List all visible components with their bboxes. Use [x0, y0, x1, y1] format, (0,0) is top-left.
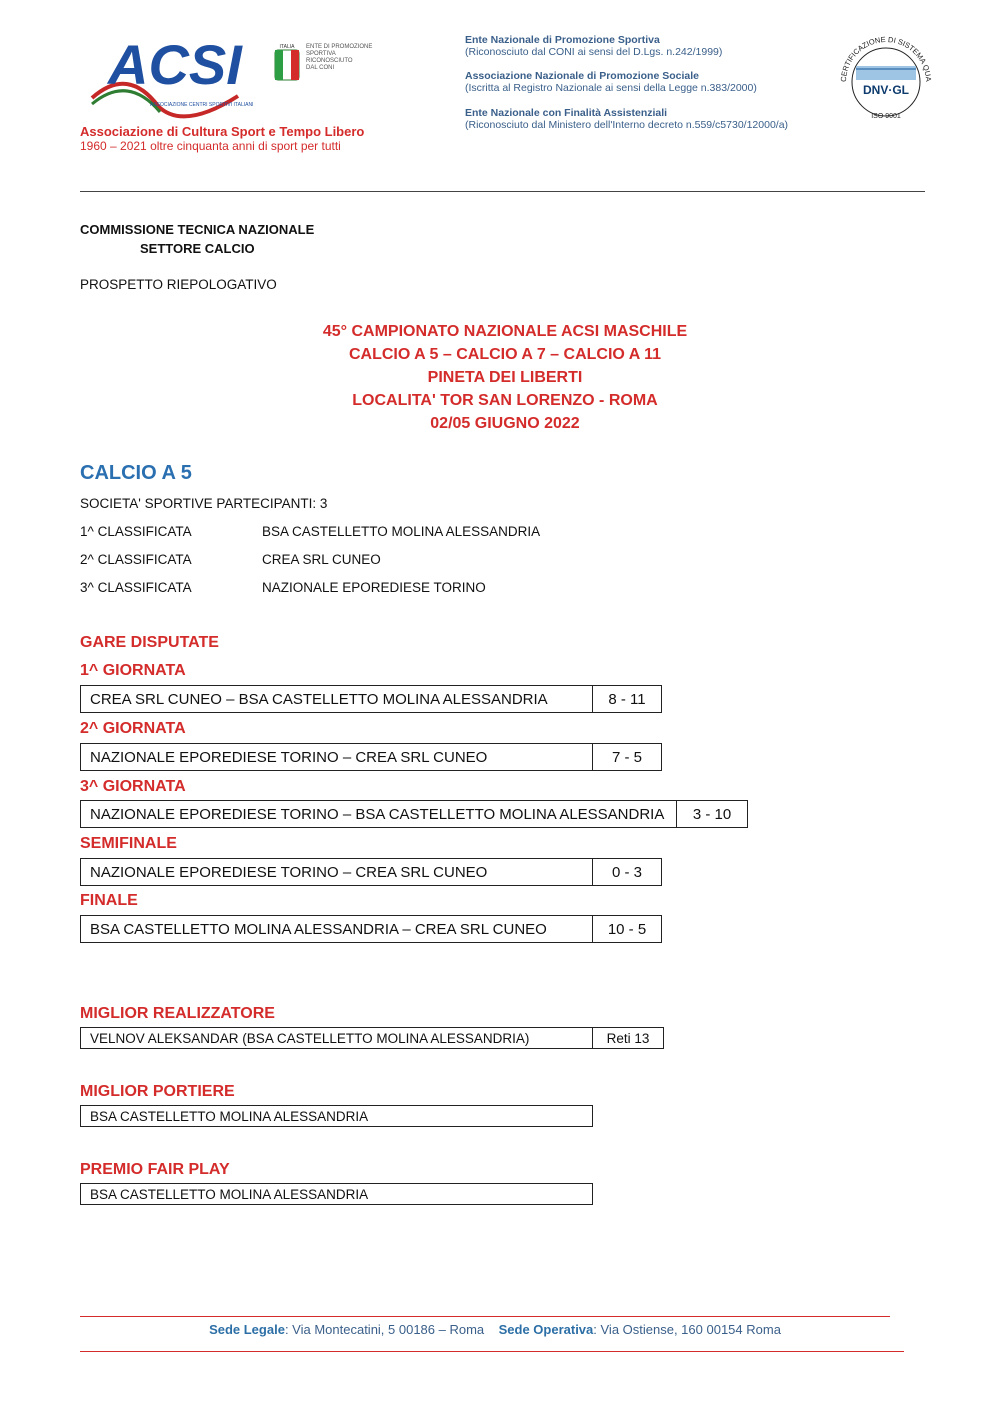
- round-label: 1^ GIORNATA: [80, 662, 186, 679]
- round-label: 3^ GIORNATA: [80, 778, 186, 795]
- ente-block-2: Associazione Nazionale di Promozione Sociale (Iscritta al Registro Nazionale ai sensi della Legge n.383/2000): [465, 70, 757, 94]
- coni-line: RICONOSCIUTO: [306, 58, 353, 64]
- dnv-certification-badge: [834, 30, 938, 122]
- ranking-row: 2^ CLASSIFICATA CREA SRL CUNEO: [80, 552, 381, 567]
- footer-address: Sede Legale: Via Montecatini, 5 00186 – Roma Sede Operativa: Via Ostiense, 160 00154 Roma: [209, 1322, 781, 1337]
- round-label: FINALE: [80, 892, 138, 909]
- section-heading: CALCIO A 5: [80, 462, 192, 484]
- match-row: NAZIONALE EPOREDIESE TORINO – BSA CASTELLETTO MOLINA ALESSANDRIA 3 - 10: [80, 800, 748, 828]
- ranking-row: 1^ CLASSIFICATA BSA CASTELLETTO MOLINA ALESSANDRIA: [80, 524, 541, 539]
- participants-count: SOCIETA' SPORTIVE PARTECIPANTI: 3: [80, 496, 328, 511]
- round-label: SEMIFINALE: [80, 835, 177, 852]
- commission-heading: COMMISSIONE TECNICA NAZIONALE SETTORE CALCIO: [80, 222, 315, 256]
- ranking-row: 3^ CLASSIFICATA NAZIONALE EPOREDIESE TORINO: [80, 580, 486, 595]
- footer-divider-top: [80, 1316, 890, 1317]
- coni-badge: [274, 42, 374, 86]
- top-scorer-row: VELNOV ALEKSANDAR (BSA CASTELLETTO MOLINA ALESSANDRIA) Reti 13: [80, 1027, 664, 1049]
- document-type: PROSPETTO RIEPOLOGATIVO: [80, 277, 277, 292]
- fair-play-heading: PREMIO FAIR PLAY: [80, 1161, 230, 1178]
- svg-text:CERTIFICAZIONE DI SISTEMA QUAL: CERTIFICAZIONE DI SISTEMA QUA: [838, 34, 934, 83]
- match-row: NAZIONALE EPOREDIESE TORINO – CREA SRL CUNEO 0 - 3: [80, 858, 662, 886]
- svg-text:ITALIA: ITALIA: [279, 44, 295, 50]
- matches-heading: GARE DISPUTATE: [80, 634, 219, 651]
- round-label: 2^ GIORNATA: [80, 720, 186, 737]
- svg-text:DNV·GL: DNV·GL: [863, 83, 909, 97]
- championship-title: 45° CAMPIONATO NAZIONALE ACSI MASCHILE CALCIO A 5 – CALCIO A 7 – CALCIO A 11 PINETA DEI LIBERTI LOCALITA' TOR SAN LORENZO - ROMA 02/05 GIUGNO 2022: [322, 323, 688, 432]
- coni-line: SPORTIVA: [306, 51, 336, 57]
- coni-line: ENTE DI PROMOZIONE: [306, 44, 373, 50]
- ente-block-1: Ente Nazionale di Promozione Sportiva (Riconosciuto dal CONI ai sensi del D.Lgs. n.242/1999): [465, 34, 723, 58]
- header-divider: [80, 191, 925, 192]
- top-scorer-heading: MIGLIOR REALIZZATORE: [80, 1005, 275, 1022]
- match-row: NAZIONALE EPOREDIESE TORINO – CREA SRL CUNEO 7 - 5: [80, 743, 662, 771]
- svg-text:ASSOCIAZIONE CENTRI SPORTIVI I: ASSOCIAZIONE CENTRI SPORTIVI ITALIANI: [150, 102, 254, 108]
- svg-text:ACSI: ACSI: [108, 36, 242, 96]
- coni-line: DAL CONI: [306, 65, 335, 71]
- best-goalkeeper-heading: MIGLIOR PORTIERE: [80, 1083, 235, 1100]
- footer-divider-bottom: [80, 1351, 904, 1352]
- acsi-logo: [88, 36, 263, 122]
- match-row: CREA SRL CUNEO – BSA CASTELLETTO MOLINA ALESSANDRIA 8 - 11: [80, 685, 662, 713]
- svg-text:ISO 9001: ISO 9001: [871, 113, 901, 120]
- ente-block-3: Ente Nazionale con Finalità Assistenziali (Riconosciuto dal Ministero dell'Interno decreto n.559/c5730/12000/a): [465, 107, 789, 131]
- association-subtitle: 1960 – 2021 oltre cinquanta anni di sport per tutti: [80, 139, 341, 153]
- association-name: Associazione di Cultura Sport e Tempo Libero: [80, 124, 365, 139]
- fair-play-row: BSA CASTELLETTO MOLINA ALESSANDRIA: [80, 1183, 593, 1205]
- match-row: BSA CASTELLETTO MOLINA ALESSANDRIA – CREA SRL CUNEO 10 - 5: [80, 915, 662, 943]
- best-goalkeeper-row: BSA CASTELLETTO MOLINA ALESSANDRIA: [80, 1105, 593, 1127]
